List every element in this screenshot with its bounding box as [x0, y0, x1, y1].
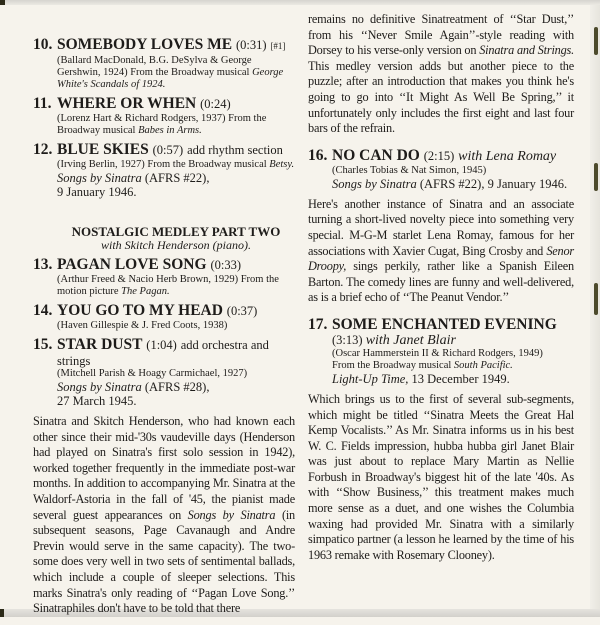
track-duration: (2:15)	[423, 148, 455, 163]
essay-text: remains no definitive Sinatreatment of ‘‘Star Dust,’’ from his ‘‘Never Smile Again’’-style reading with Dorsey to his verse-only version on	[308, 12, 574, 58]
track-note: add orchestra and	[180, 338, 269, 352]
source-date: 13 December 1949.	[411, 371, 510, 386]
source-program: Songs by Sinatra	[332, 176, 417, 191]
right-column	[308, 12, 574, 571]
track-source	[57, 380, 295, 408]
track-guest: with Janet Blair	[365, 332, 456, 348]
track-title: PAGAN LOVE SONG	[57, 256, 207, 273]
track-14	[33, 302, 295, 332]
track-credits	[57, 55, 295, 91]
track-duration: (0:24)	[200, 97, 231, 111]
track-source	[332, 372, 574, 386]
track-note: add rhythm section	[187, 143, 283, 157]
track-duration: (0:33)	[210, 258, 241, 272]
track-note-cont: strings	[57, 354, 91, 368]
credits-text: (Lorenz Hart & Richard Rodgers, 1937) From the Broadway musical	[57, 113, 267, 136]
credits-text: (Ballard MacDonald, B.G. DeSylva & George Gershwin, 1924) From the Broadway musical	[57, 55, 252, 78]
essay-italic: Senor Droopy,	[308, 243, 575, 274]
track-17	[308, 316, 574, 386]
medley-subtitle: with Skitch Henderson (piano).	[101, 238, 251, 252]
essay-italic: Songs by Sinatra	[187, 507, 276, 522]
track-10	[33, 36, 295, 91]
track-duration: (0:37)	[226, 304, 258, 318]
source-program: Light-Up Time,	[332, 371, 409, 386]
essay-paragraph	[308, 392, 574, 564]
track-duration: (1:04)	[146, 338, 177, 352]
left-column	[33, 36, 295, 625]
track-title: BLUE SKIES	[57, 141, 149, 158]
track-duration: (0:31)	[236, 38, 267, 52]
essay-italic: Sinatra and Strings.	[479, 43, 575, 58]
page-right-edge	[590, 5, 600, 609]
track-source	[332, 177, 574, 191]
track-credits	[57, 368, 295, 380]
essay-text: Sinatra and Skitch Henderson, who had known each other since their mid-'30s vaudeville days (Henderson had played on Sinatra's first solo session in 1942), worked together frequently in the immediate post-war months. In addition to accompanying Mr. Sinatra at the Waldorf-Astoria in the fall of '45, the pianist made several guest appearances on	[33, 414, 295, 522]
track-title: STAR DUST	[57, 336, 143, 353]
track-credits	[57, 274, 295, 298]
source-program: Songs by Sinatra	[57, 380, 142, 394]
binding-mark	[594, 27, 598, 55]
show-title: The Pagan.	[121, 286, 170, 297]
track-duration: (3:13)	[332, 332, 363, 347]
track-duration: (0:57)	[152, 143, 184, 157]
track-13	[33, 256, 295, 298]
essay-text: Which brings us to the first of several sub-segments, which might be titled ‘‘Sinatra Meets the Great Hal Kemp Vocalists.’’ As Mr. Sinatra informs us in his best W. C. Fields impression, hubba hubba girl Janet Blair was just about to replace Mary Martin as Nellie Forbush in Broadway's biggest hit of the late '40s. As with ‘‘Show Business,’’ this treatment makes much more sense as a duet, and one wishes the Columbia waxing had provided Mr. Sinatra with a similarly simpatico partner (a lesson he learned by the time of his 1963 remake with Rosemary Clooney).	[308, 391, 574, 562]
credits-text: (Arthur Freed & Nacio Herb Brown, 1929) From the motion picture	[57, 274, 279, 297]
medley-title: NOSTALGIC MEDLEY PART TWO	[71, 224, 281, 239]
track-credits	[332, 348, 574, 372]
show-title: Babes in Arms.	[138, 125, 202, 136]
essay-text: Here's another instance of Sinatra and an associate turning a short-lived novelty piece into something very special. M-G-M starlet Lena Romay, famous for her associations with Xavier Cugat, Bing Crosby and	[308, 196, 574, 258]
binding-mark	[594, 163, 598, 191]
track-16	[308, 147, 574, 191]
essay-paragraph	[308, 197, 574, 306]
track-12	[33, 141, 295, 199]
source-date: 27 March 1945.	[57, 394, 137, 408]
track-credits: (Charles Tobias & Nat Simon, 1945)	[332, 164, 487, 176]
source-detail: (AFRS #28),	[144, 380, 210, 394]
track-number: 17.	[308, 315, 328, 333]
track-title: WHERE OR WHEN	[57, 95, 197, 112]
show-title: South Pacific.	[453, 359, 513, 371]
track-15	[33, 336, 295, 408]
credits-text: (Oscar Hammerstein II & Richard Rodgers, 1949)	[332, 347, 543, 359]
page-top-edge	[0, 0, 600, 5]
track-title: SOME ENCHANTED EVENING	[332, 315, 557, 333]
show-title: George White's Scandals of 1924.	[57, 67, 284, 90]
source-detail: (AFRS #22), 9 January 1946.	[419, 176, 568, 191]
credits-text: (Haven Gillespie & J. Fred Coots, 1938)	[57, 320, 228, 331]
medley-header	[33, 225, 295, 252]
track-title: NO CAN DO	[332, 146, 420, 164]
track-credits	[57, 113, 295, 137]
track-guest: with Lena Romay	[458, 148, 557, 164]
track-ref: [#1]	[270, 41, 286, 51]
track-number: 14.	[33, 302, 53, 319]
track-number: 15.	[33, 336, 53, 353]
essay-continued	[308, 12, 574, 137]
credits-text: (Mitchell Parish & Hoagy Carmichael, 1927)	[57, 368, 248, 379]
essay-text: (in subsequent seasons, Page Cavanaugh and Andre Previn would serve in the same capacity). The two-some does very well in two sets of sentimental ballads, which include a couple of sleeper selections. This marks Sinatra's only reading of ‘‘Pagan Love Song.’’ Sinatraphiles don't have to be told that there	[33, 507, 295, 616]
track-credits	[57, 159, 295, 171]
track-title: YOU GO TO MY HEAD	[57, 302, 223, 319]
track-number: 11.	[33, 95, 52, 112]
essay-paragraph	[33, 414, 295, 617]
track-number: 13.	[33, 256, 53, 273]
track-number: 12.	[33, 141, 53, 158]
track-number: 16.	[308, 146, 328, 164]
track-number: 10.	[33, 36, 53, 53]
track-11	[33, 95, 295, 137]
credits-text: (Irving Berlin, 1927) From the Broadway musical	[57, 159, 267, 170]
show-title: Betsy.	[269, 159, 295, 170]
credits-text: From the Broadway musical	[332, 359, 452, 371]
track-source	[57, 171, 295, 199]
track-credits	[57, 320, 295, 332]
binding-mark	[594, 283, 598, 315]
essay-text: This medley version adds but another piece to the puzzle; after an introduction that makes you think he's going to go into ‘‘It Might As Well Be Spring,’’ it unfortunately only includes the first eight and last four bars of the refrain.	[308, 58, 574, 136]
source-date: 9 January 1946.	[57, 185, 137, 199]
source-program: Songs by Sinatra	[57, 171, 142, 185]
source-detail: (AFRS #22),	[144, 171, 210, 185]
track-title: SOMEBODY LOVES ME	[57, 36, 233, 53]
essay-text: sings perkily, rather like a Spanish Eileen Barton. The comedy lines are funny and well-delivered, as is a brief echo of ‘‘The Peanut Vendor.’’	[308, 259, 574, 305]
